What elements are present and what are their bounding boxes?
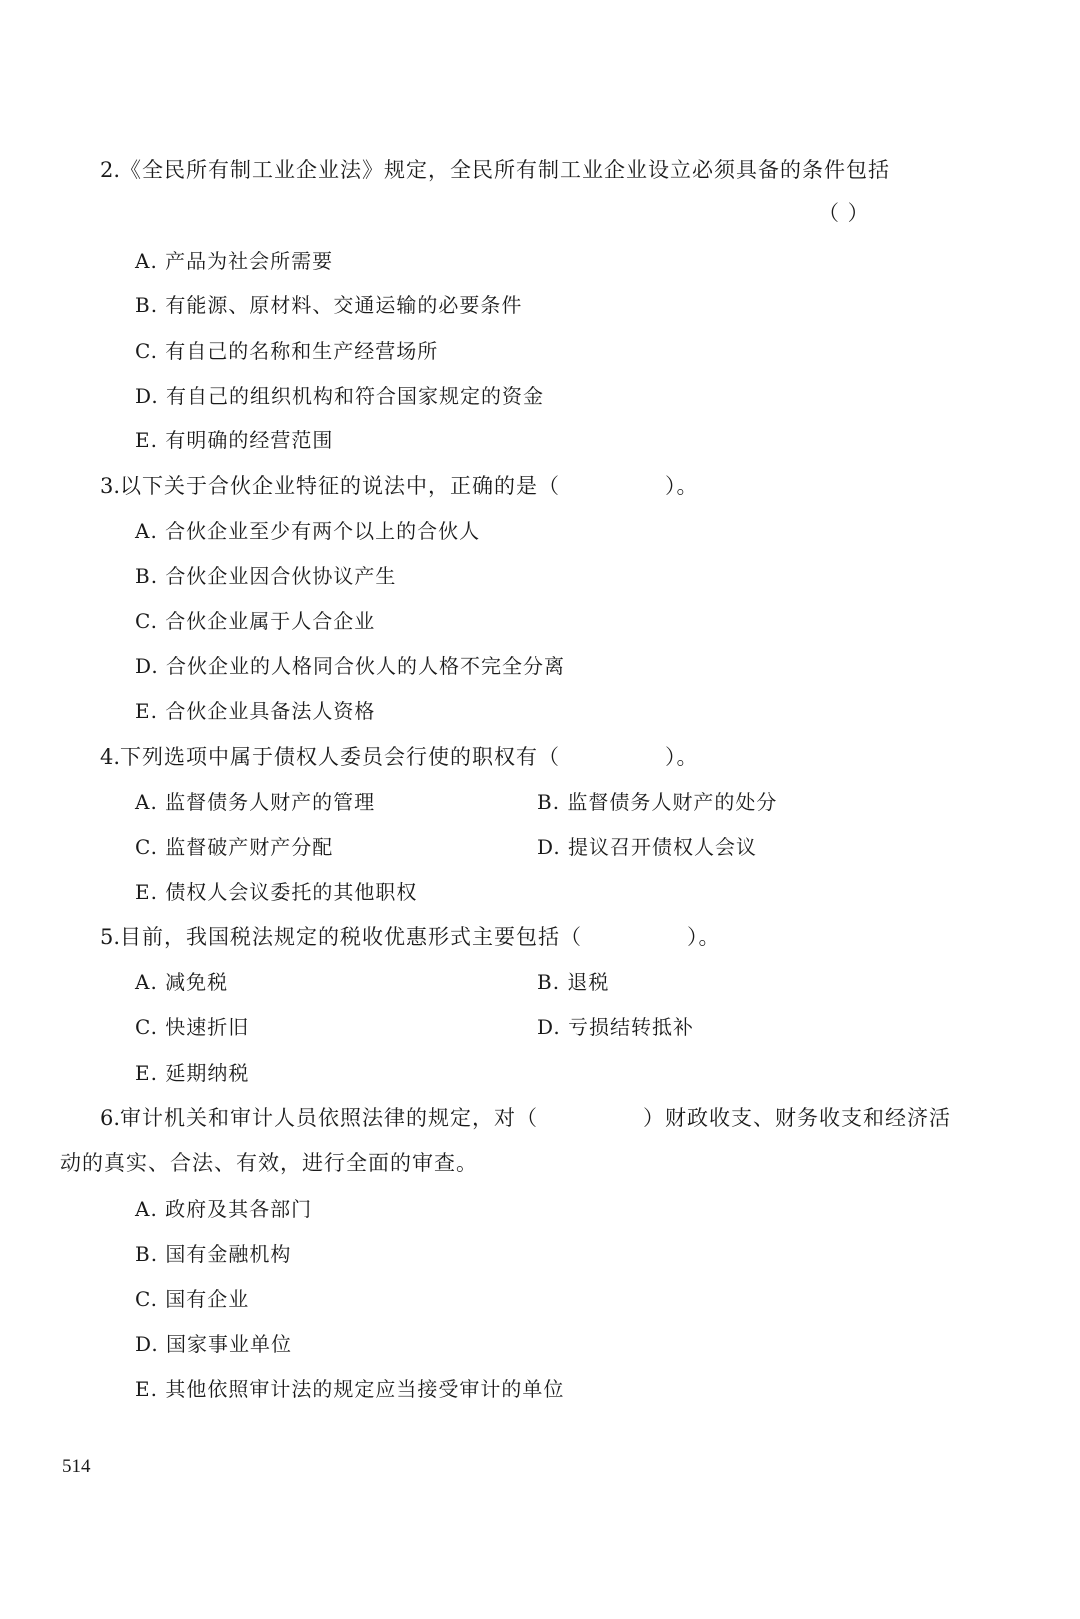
question-text-end: ）。 [665,745,699,769]
question-text: 《全民所有制工业企业法》规定，全民所有制工业企业设立必须具备的条件包括 [120,158,891,182]
option-a: A. 政府及其各部门 [135,1197,313,1221]
question-6-stem [100,1103,951,1133]
question-5-stem [100,922,721,952]
question-text: 下列选项中属于债权人委员会行使的职权有（ [120,745,561,769]
question-4-stem [100,742,699,772]
option-b: B. 合伙企业因合伙协议产生 [135,564,397,588]
option-c: C. 合伙企业属于人合企业 [135,609,376,633]
question-text: 目前，我国税法规定的税收优惠形式主要包括（ [120,925,583,949]
question-text: 审计机关和审计人员依照法律的规定，对（ [120,1106,539,1130]
option-b: B. 退税 [537,970,610,994]
question-text-end: ）。 [665,474,699,498]
option-b: B. 国有金融机构 [135,1242,292,1266]
option-b: B. 有能源、原材料、交通运输的必要条件 [135,293,523,317]
question-text: 以下关于合伙企业特征的说法中，正确的是（ [120,474,561,498]
question-number: 3. [100,474,121,498]
option-a: A. 合伙企业至少有两个以上的合伙人 [135,519,481,543]
option-a: A. 减免税 [135,970,229,994]
option-d: D. 提议召开债权人会议 [537,835,758,859]
page-number: 514 [62,1456,91,1477]
answer-blank: （ ） [818,201,870,225]
option-d: D. 合伙企业的人格同合伙人的人格不完全分离 [135,654,566,678]
option-a: A. 产品为社会所需要 [135,249,334,273]
option-e: E. 债权人会议委托的其他职权 [135,880,418,904]
option-e: E. 有明确的经营范围 [135,428,334,452]
question-number: 2. [100,158,121,182]
option-e: E. 其他依照审计法的规定应当接受审计的单位 [135,1377,565,1401]
option-c: C. 国有企业 [135,1287,250,1311]
question-number: 5. [100,925,121,949]
option-d: D. 亏损结转抵补 [537,1015,695,1039]
question-text-end: ）。 [687,925,721,949]
option-c: C. 快速折旧 [135,1015,250,1039]
option-d: D. 有自己的组织机构和符合国家规定的资金 [135,384,545,408]
question-2-stem [100,155,890,185]
option-a: A. 监督债务人财产的管理 [135,790,376,814]
option-d: D. 国家事业单位 [135,1332,293,1356]
question-number: 6. [100,1106,121,1130]
question-3-stem [100,471,699,501]
option-b: B. 监督债务人财产的处分 [537,790,778,814]
option-e: E. 合伙企业具备法人资格 [135,699,376,723]
question-6-stem-continued: 动的真实、合法、有效，进行全面的审查。 [60,1151,478,1175]
question-text-end: ）财政收支、财务收支和经济活 [643,1106,952,1130]
option-c: C. 监督破产财产分配 [135,835,334,859]
question-number: 4. [100,745,121,769]
option-c: C. 有自己的名称和生产经营场所 [135,339,439,363]
option-e: E. 延期纳税 [135,1061,250,1085]
